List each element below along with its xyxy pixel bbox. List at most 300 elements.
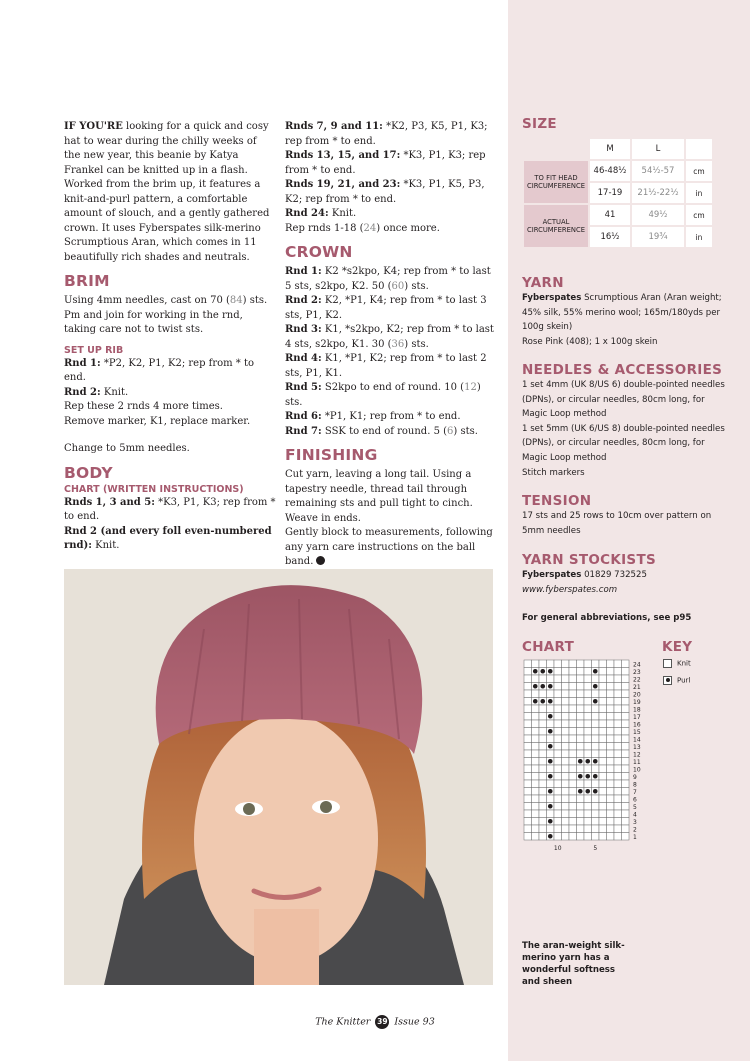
- chart-cell: [607, 713, 615, 721]
- chart-cell: [569, 803, 577, 811]
- chart-cell: [554, 743, 562, 751]
- chart-cell: [532, 810, 540, 818]
- chart-cell: [622, 713, 630, 721]
- chart-cell: [524, 728, 532, 736]
- chart-cell: [614, 803, 622, 811]
- chart-cell: [532, 713, 540, 721]
- magazine-name: The Knitter: [315, 1016, 371, 1028]
- chart-cell: [592, 705, 600, 713]
- chart-cell: [584, 720, 592, 728]
- chart-cell: [607, 743, 615, 751]
- chart-cell: [562, 660, 570, 668]
- chart-cell: [562, 743, 570, 751]
- key-knit: Knit: [663, 659, 691, 669]
- chart-cell: [622, 780, 630, 788]
- chart-cell: [569, 675, 577, 683]
- chart-cell: [569, 713, 577, 721]
- chart-cell: [532, 705, 540, 713]
- chart-cell: [539, 780, 547, 788]
- chart-cell: [592, 810, 600, 818]
- chart-cell: [607, 818, 615, 826]
- row-label: 6: [633, 796, 637, 804]
- row-label: 12: [633, 751, 641, 759]
- chart-cell: [562, 758, 570, 766]
- chart-cell: [584, 705, 592, 713]
- chart-cell: [539, 773, 547, 781]
- chart-cell: [569, 833, 577, 841]
- chart-cell: [614, 675, 622, 683]
- chart-cell: [547, 690, 555, 698]
- chart-cell: [532, 788, 540, 796]
- finishing-heading: FINISHING: [285, 446, 378, 464]
- chart-cell: [539, 803, 547, 811]
- chart-cell: [599, 795, 607, 803]
- chart-cell: [607, 780, 615, 788]
- chart-cell: [532, 773, 540, 781]
- chart-cell: [532, 743, 540, 751]
- chart-cell: [584, 795, 592, 803]
- chart-cell: [524, 833, 532, 841]
- chart-cell: [622, 675, 630, 683]
- chart-cell: [614, 773, 622, 781]
- chart-cell: [607, 728, 615, 736]
- chart-cell: [554, 833, 562, 841]
- chart-cell: [569, 750, 577, 758]
- chart-cell: [607, 758, 615, 766]
- chart-cell: [622, 660, 630, 668]
- chart-cell: [539, 720, 547, 728]
- chart-cell: [599, 690, 607, 698]
- chart-cell: [622, 795, 630, 803]
- chart-cell: [622, 668, 630, 676]
- chart-cell: [547, 720, 555, 728]
- chart-cell: [562, 698, 570, 706]
- purl-stitch: [585, 759, 590, 764]
- chart-cell: [614, 728, 622, 736]
- chart-cell: [562, 705, 570, 713]
- chart-cell: [599, 788, 607, 796]
- chart-cell: [569, 668, 577, 676]
- chart-cell: [592, 795, 600, 803]
- chart-cell: [554, 780, 562, 788]
- chart-cell: [607, 735, 615, 743]
- chart-cell: [584, 750, 592, 758]
- chart-cell: [547, 780, 555, 788]
- chart-cell: [539, 705, 547, 713]
- chart-cell: [539, 810, 547, 818]
- body-rnds-7-9-11: Rnds 7, 9 and 11: *K2, P3, K5, P1, K3; rep from * to end.: [285, 121, 488, 147]
- chart-cell: [592, 818, 600, 826]
- chart-key: [663, 659, 691, 685]
- chart-cell: [539, 833, 547, 841]
- chart-cell: [584, 698, 592, 706]
- row-label: 14: [633, 736, 641, 744]
- chart-cell: [554, 668, 562, 676]
- size-heading: SIZE: [522, 116, 557, 132]
- row-label: 19: [633, 698, 641, 706]
- size-l: L: [632, 139, 684, 159]
- chart-cell: [532, 833, 540, 841]
- chart-cell: [524, 818, 532, 826]
- chart-cell: [584, 735, 592, 743]
- purl-stitch: [548, 684, 553, 689]
- chart-cell: [622, 818, 630, 826]
- chart-cell: [562, 833, 570, 841]
- chart-cell: [584, 660, 592, 668]
- chart-cell: [539, 735, 547, 743]
- chart-cell: [577, 713, 585, 721]
- chart-cell: [607, 720, 615, 728]
- chart-cell: [592, 743, 600, 751]
- row-label: 11: [633, 758, 641, 766]
- row-label: 10: [633, 766, 641, 774]
- chart-cell: [614, 743, 622, 751]
- chart-cell: [532, 803, 540, 811]
- chart-cell: [577, 810, 585, 818]
- chart-cell: [592, 660, 600, 668]
- chart-cell: [562, 728, 570, 736]
- chart-cell: [614, 818, 622, 826]
- knitting-chart: [520, 656, 650, 856]
- crown-rnd-3: Rnd 3: K1, *s2kpo, K2; rep from * to last 4 sts, s2kpo, K1. 30 (36) sts.: [285, 324, 494, 350]
- chart-cell: [539, 675, 547, 683]
- chart-cell: [599, 720, 607, 728]
- chart-cell: [607, 825, 615, 833]
- chart-cell: [614, 683, 622, 691]
- chart-cell: [554, 660, 562, 668]
- chart-cell: [532, 765, 540, 773]
- chart-cell: [532, 818, 540, 826]
- chart-cell: [554, 683, 562, 691]
- chart-cell: [539, 788, 547, 796]
- chart-cell: [569, 765, 577, 773]
- needles-section: NEEDLES & ACCESSORIES 1 set 4mm (UK 8/US 6) double-pointed needles (DPNs), or circular needles, 80cm long, for Magic Loop method 1 set 5mm (UK 6/US 8) double-pointed needles (DPNs), or circular needles, 80cm long, for Magic Loop method Stitch markers: [522, 362, 732, 480]
- chart-cell: [569, 795, 577, 803]
- chart-cell: [577, 720, 585, 728]
- chart-cell: [547, 660, 555, 668]
- chart-cell: [562, 795, 570, 803]
- chart-cell: [584, 780, 592, 788]
- row-label: 16: [633, 721, 641, 729]
- chart-cell: [599, 735, 607, 743]
- purl-stitch: [593, 699, 598, 704]
- chart-cell: [524, 705, 532, 713]
- purl-stitch: [548, 834, 553, 839]
- chart-cell: [554, 788, 562, 796]
- chart-cell: [554, 735, 562, 743]
- chart-cell: [562, 825, 570, 833]
- chart-cell: [599, 758, 607, 766]
- chart-cell: [554, 750, 562, 758]
- chart-cell: [539, 743, 547, 751]
- row-label: 8: [633, 781, 637, 789]
- purl-stitch: [548, 789, 553, 794]
- chart-cell: [524, 675, 532, 683]
- row-label: 1: [633, 833, 637, 841]
- finishing-text: Cut yarn, leaving a long tail. Using a tapestry needle, thread tail through remaining sts and pull tight to cinch. Weave in ends.: [285, 469, 473, 524]
- chart-cell: [599, 750, 607, 758]
- chart-cell: [614, 735, 622, 743]
- page-footer: [0, 1015, 750, 1029]
- row-label: 23: [633, 668, 641, 676]
- head-circ-label: TO FIT HEAD CIRCUMFERENCE: [524, 161, 588, 203]
- chart-cell: [524, 773, 532, 781]
- chart-cell: [569, 690, 577, 698]
- chart-cell: [622, 728, 630, 736]
- chart-cell: [532, 728, 540, 736]
- purl-stitch: [548, 804, 553, 809]
- body-rnds-1-3-5: Rnds 1, 3 and 5: *K3, P1, K3; rep from * to end.: [64, 496, 276, 522]
- chart-cell: [577, 765, 585, 773]
- chart-cell: [577, 698, 585, 706]
- crown-heading: CROWN: [285, 243, 353, 261]
- purl-stitch: [593, 684, 598, 689]
- chart-cell: [592, 780, 600, 788]
- chart-cell: [614, 720, 622, 728]
- chart-cell: [622, 698, 630, 706]
- purl-stitch: [548, 819, 553, 824]
- chart-cell: [622, 683, 630, 691]
- chart-cell: [562, 713, 570, 721]
- brim-repeat: Rep these 2 rnds 4 more times.: [64, 401, 223, 412]
- size-table: [522, 137, 714, 249]
- chart-cell: [584, 743, 592, 751]
- chart-cell: [599, 728, 607, 736]
- chart-cell: [592, 765, 600, 773]
- chart-cell: [539, 660, 547, 668]
- chart-cell: [562, 765, 570, 773]
- setup-rib-heading: SET UP RIB: [64, 344, 124, 356]
- chart-cell: [569, 788, 577, 796]
- head-cm-row: TO FIT HEAD CIRCUMFERENCE 46-48½ 54½-57 cm: [524, 161, 712, 181]
- chart-cell: [584, 803, 592, 811]
- chart-cell: [599, 743, 607, 751]
- chart-cell: [532, 720, 540, 728]
- chart-cell: [622, 690, 630, 698]
- needles-heading: NEEDLES & ACCESSORIES: [522, 362, 723, 378]
- issue-number: Issue 93: [394, 1016, 435, 1028]
- chart-cell: [524, 668, 532, 676]
- chart-cell: [622, 705, 630, 713]
- chart-cell: [599, 668, 607, 676]
- chart-cell: [607, 660, 615, 668]
- brim-heading: BRIM: [64, 272, 110, 290]
- chart-cell: [622, 788, 630, 796]
- row-label: 13: [633, 743, 641, 751]
- chart-cell: [622, 803, 630, 811]
- chart-cell: [614, 758, 622, 766]
- chart-cell: [554, 698, 562, 706]
- chart-cell: [599, 698, 607, 706]
- chart-cell: [539, 728, 547, 736]
- chart-cell: [607, 698, 615, 706]
- chart-cell: [539, 713, 547, 721]
- purl-stitch: [548, 714, 553, 719]
- chart-cell: [614, 810, 622, 818]
- chart-heading: CHART: [522, 639, 575, 655]
- chart-cell: [539, 758, 547, 766]
- chart-cell: [524, 795, 532, 803]
- chart-cell: [524, 683, 532, 691]
- purl-stitch: [548, 699, 553, 704]
- chart-cell: [577, 833, 585, 841]
- chart-cell: [562, 750, 570, 758]
- row-label: 3: [633, 818, 637, 826]
- chart-cell: [524, 803, 532, 811]
- chart-cell: [547, 795, 555, 803]
- chart-cell: [592, 690, 600, 698]
- chart-cell: [607, 683, 615, 691]
- chart-cell: [524, 743, 532, 751]
- chart-cell: [539, 818, 547, 826]
- chart-cell: [569, 728, 577, 736]
- chart-cell: [592, 750, 600, 758]
- chart-cell: [607, 690, 615, 698]
- purl-stitch: [578, 774, 583, 779]
- chart-cell: [592, 728, 600, 736]
- crown-rnd-6: Rnd 6: *P1, K1; rep from * to end.: [285, 411, 461, 422]
- chart-cell: [569, 720, 577, 728]
- brim-rnd-2: Rnd 2: Knit.: [64, 386, 129, 398]
- row-label: 17: [633, 713, 641, 721]
- chart-cell: [532, 758, 540, 766]
- chart-cell: [577, 683, 585, 691]
- chart-cell: [584, 690, 592, 698]
- purl-stitch: [578, 789, 583, 794]
- chart-cell: [577, 675, 585, 683]
- chart-cell: [524, 810, 532, 818]
- model-photo: [64, 569, 493, 985]
- chart-cell: [622, 735, 630, 743]
- chart-cell: [599, 765, 607, 773]
- row-label: 2: [633, 826, 637, 834]
- row-label: 21: [633, 683, 641, 691]
- row-label: 18: [633, 706, 641, 714]
- purl-stitch: [585, 789, 590, 794]
- purl-symbol-icon: [663, 676, 672, 685]
- chart-cell: [584, 810, 592, 818]
- chart-cell: [607, 668, 615, 676]
- chart-cell: [532, 675, 540, 683]
- abbreviations-note: For general abbreviations, see p95: [522, 613, 692, 623]
- chart-cell: [547, 705, 555, 713]
- chart-cell: [562, 810, 570, 818]
- chart-cell: [554, 795, 562, 803]
- body-rnds-19-21-23: Rnds 19, 21, and 23: *K3, P1, K5, P3, K2; rep from * to end.: [285, 179, 485, 205]
- chart-cell: [592, 803, 600, 811]
- chart-cell: [622, 743, 630, 751]
- chart-cell: [569, 825, 577, 833]
- chart-cell: [532, 825, 540, 833]
- chart-cell: [592, 833, 600, 841]
- chart-cell: [554, 773, 562, 781]
- chart-cell: [599, 683, 607, 691]
- chart-cell: [607, 833, 615, 841]
- brim-rnd-1: Rnd 1: *P2, K2, P1, K2; rep from * to end.: [64, 357, 255, 383]
- chart-cell: [599, 803, 607, 811]
- chart-cell: [614, 698, 622, 706]
- purl-stitch: [593, 669, 598, 674]
- chart-cell: [554, 690, 562, 698]
- chart-cell: [607, 773, 615, 781]
- chart-cell: [562, 780, 570, 788]
- chart-cell: [547, 765, 555, 773]
- intro-paragraph: IF YOU'RE looking for a quick and cosy hat to wear during the chilly weeks of the new year, this beanie by Katya Frankel can be knitted up in a flash. Worked from the brim up, it features a knit-and-purl pattern, a comfortable amount of slouch, and a gently gathered crown. It uses Fyberspates silk-merino Scrumptious Aran, which comes in 11 beautifully rich shades and neutrals.: [64, 121, 270, 263]
- chart-cell: [547, 735, 555, 743]
- chart-cell: [569, 705, 577, 713]
- chart-cell: [539, 765, 547, 773]
- chart-cell: [524, 698, 532, 706]
- size-m: M: [590, 139, 630, 159]
- chart-cell: [524, 690, 532, 698]
- chart-cell: [554, 825, 562, 833]
- chart-cell: [592, 825, 600, 833]
- purl-stitch: [585, 774, 590, 779]
- brim-change-needles: Change to 5mm needles.: [64, 443, 190, 454]
- key-purl: Purl: [663, 676, 691, 686]
- chart-cell: [532, 735, 540, 743]
- chart-cell: [569, 683, 577, 691]
- chart-cell: [554, 765, 562, 773]
- row-label: 20: [633, 691, 641, 699]
- purl-stitch: [548, 774, 553, 779]
- chart-cell: [562, 773, 570, 781]
- yarn-section: YARN Fyberspates Scrumptious Aran (Aran weight; 45% silk, 55% merino wool; 165m/180yds per 100g skein) Rose Pink (408); 1 x 100g skein: [522, 275, 732, 349]
- chart-cell: [607, 765, 615, 773]
- chart-cell: [569, 698, 577, 706]
- chart-cell: [562, 675, 570, 683]
- stockist-url[interactable]: www.fyberspates.com: [522, 584, 618, 595]
- chart-cell: [607, 750, 615, 758]
- body-rnd-2: Rnd 2 (and every foll even-numbered rnd): Knit.: [64, 525, 272, 551]
- chart-cell: [569, 660, 577, 668]
- photo-caption: The aran-weight silk-merino yarn has a wonderful softness and sheen: [522, 941, 625, 987]
- chart-cell: [607, 705, 615, 713]
- chart-cell: [554, 720, 562, 728]
- row-label: 15: [633, 728, 641, 736]
- chart-cell: [614, 788, 622, 796]
- body-rnd-24: Rnd 24: Knit.: [285, 208, 357, 219]
- purl-stitch: [533, 684, 538, 689]
- chart-cell: [599, 773, 607, 781]
- chart-cell: [592, 735, 600, 743]
- chart-cell: [539, 825, 547, 833]
- chart-cell: [577, 803, 585, 811]
- chart-cell: [547, 675, 555, 683]
- chart-cell: [524, 750, 532, 758]
- chart-cell: [614, 690, 622, 698]
- purl-stitch: [593, 759, 598, 764]
- key-heading: KEY: [662, 639, 693, 655]
- crown-rnd-2: Rnd 2: K2, *P1, K4; rep from * to last 3 sts, P1, K2.: [285, 295, 487, 321]
- purl-stitch: [533, 699, 538, 704]
- chart-cell: [614, 765, 622, 773]
- chart-cell: [569, 743, 577, 751]
- chart-cell: [554, 818, 562, 826]
- chart-cell: [532, 795, 540, 803]
- chart-cell: [622, 750, 630, 758]
- chart-cell: [599, 660, 607, 668]
- chart-cell: [554, 810, 562, 818]
- body-repeat: Rep rnds 1-18 (24) once more.: [285, 222, 440, 234]
- chart-cell: [554, 675, 562, 683]
- chart-cell: [614, 833, 622, 841]
- row-label: 7: [633, 788, 637, 796]
- actual-in-row: 16½ 19¾ in: [524, 227, 712, 247]
- chart-cell: [554, 713, 562, 721]
- chart-cell: [539, 690, 547, 698]
- purl-stitch: [548, 759, 553, 764]
